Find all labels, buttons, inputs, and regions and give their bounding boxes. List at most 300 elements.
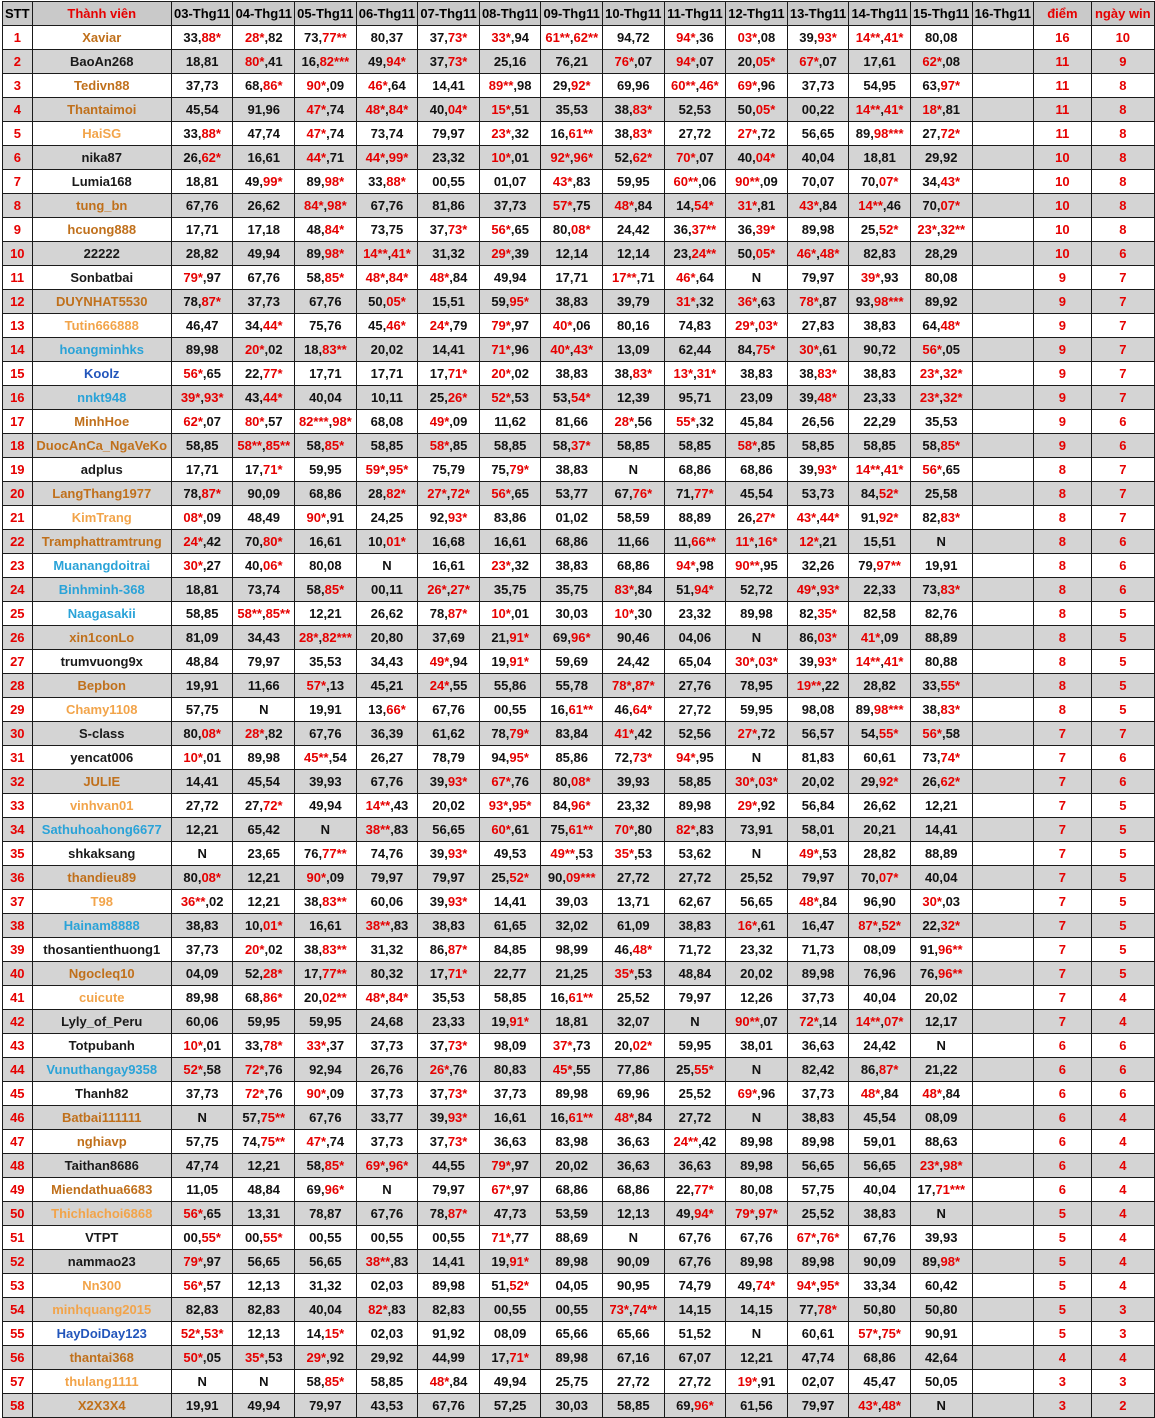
result-number: 83 — [699, 822, 714, 837]
result-number: 83** — [322, 342, 347, 357]
result-cell: 38,83 — [171, 914, 233, 938]
result-cell: 26,62 — [356, 602, 418, 626]
result-number: 02** — [322, 990, 347, 1005]
row-number: 25 — [3, 602, 33, 626]
result-number: 49* — [799, 846, 819, 861]
result-cell — [972, 26, 1034, 50]
result-number: 23 — [673, 246, 689, 261]
result-number: 98* — [324, 246, 345, 261]
result-cell — [972, 314, 1034, 338]
result-cell: 80*,41 — [233, 50, 295, 74]
result-number: 83 — [393, 822, 409, 837]
result-cell: 10,11 — [356, 386, 418, 410]
result-cell: 78,87* — [171, 482, 233, 506]
result-number: 33 — [368, 174, 383, 189]
result-cell: 65,42 — [233, 818, 295, 842]
result-cell: 69*,96 — [726, 74, 788, 98]
result-cell — [972, 410, 1034, 434]
wins-cell: 7 — [1091, 386, 1154, 410]
result-cell: 16,47 — [787, 914, 849, 938]
table-row — [3, 842, 1155, 866]
result-cell: 19,91 — [910, 554, 972, 578]
result-cell: 00,55* — [233, 1226, 295, 1250]
member-name: Totpubanh — [32, 1034, 171, 1058]
result-cell: 56*,58 — [910, 722, 972, 746]
result-number: 69 — [552, 630, 568, 645]
member-name: Vunuthangay9358 — [32, 1058, 171, 1082]
wins-cell: 7 — [1091, 458, 1154, 482]
result-cell: 14**,46 — [849, 194, 911, 218]
result-cell: 56,65 — [787, 122, 849, 146]
result-cell: 12,13 — [233, 1274, 295, 1298]
result-number: 98* — [940, 1254, 961, 1269]
member-name: Thanh82 — [32, 1082, 171, 1106]
result-cell: 16,68 — [418, 530, 480, 554]
result-cell: 35*,53 — [233, 1346, 295, 1370]
result-cell: 26,56 — [787, 410, 849, 434]
member-name: Bepbon — [32, 674, 171, 698]
result-cell: 94*,95* — [787, 1274, 849, 1298]
result-cell: 67,76 — [233, 266, 295, 290]
result-number: 04* — [755, 150, 776, 165]
result-cell: 59,69 — [541, 650, 603, 674]
result-number: 85* — [324, 1374, 345, 1389]
result-cell: 25,58 — [910, 482, 972, 506]
row-number: 34 — [3, 818, 33, 842]
result-cell: 82,83 — [849, 242, 911, 266]
result-cell: 88,63 — [910, 1130, 972, 1154]
result-number: 16 — [550, 1110, 565, 1125]
result-number: 43 — [393, 798, 409, 813]
points-cell: 7 — [1034, 962, 1091, 986]
result-number: 93* — [488, 798, 509, 813]
result-cell: 37,73 — [356, 1034, 418, 1058]
result-number: 77** — [322, 846, 347, 861]
result-cell: 36,63 — [787, 1034, 849, 1058]
result-cell: 25,52 — [787, 1202, 849, 1226]
result-cell: 71*,77 — [479, 1226, 541, 1250]
table-row — [3, 170, 1155, 194]
table-row — [3, 554, 1155, 578]
result-cell — [972, 938, 1034, 962]
result-number: 72* — [263, 798, 283, 813]
result-number: 08* — [571, 222, 591, 237]
result-number: 33 — [922, 678, 937, 693]
result-number: 91 — [860, 510, 876, 525]
result-cell: 35*,53 — [603, 962, 665, 986]
result-cell: 14**,07* — [849, 1010, 911, 1034]
result-cell: 37,73* — [418, 218, 480, 242]
result-number: 23* — [919, 1158, 940, 1173]
points-cell: 10 — [1034, 146, 1091, 170]
result-cell: 35,53 — [910, 410, 972, 434]
result-cell: N — [726, 1322, 788, 1346]
row-number: 30 — [3, 722, 33, 746]
result-cell: 23*,32** — [910, 218, 972, 242]
result-number: 89** — [488, 78, 514, 93]
result-cell: 54,55* — [849, 722, 911, 746]
result-cell: 20,02* — [603, 1034, 665, 1058]
result-cell: 34,43* — [910, 170, 972, 194]
result-cell: 56,57 — [787, 722, 849, 746]
result-number: 17** — [611, 270, 637, 285]
result-cell: 88,69 — [541, 1226, 603, 1250]
result-number: 29 — [552, 78, 568, 93]
result-number: 65 — [945, 462, 961, 477]
header-day: 09-Thg11 — [541, 2, 603, 26]
result-cell: 75,76 — [295, 314, 357, 338]
result-cell: 65,04 — [664, 650, 726, 674]
result-cell: 17,61 — [849, 50, 911, 74]
result-cell — [972, 170, 1034, 194]
result-number: 92* — [878, 774, 899, 789]
member-name: shkaksang — [32, 842, 171, 866]
result-cell: 37,73 — [479, 1082, 541, 1106]
result-cell: 31,32 — [418, 242, 480, 266]
result-cell: 48*,84* — [356, 98, 418, 122]
result-cell: 47*,74 — [295, 122, 357, 146]
result-number: 84* — [388, 270, 409, 285]
result-cell — [972, 1034, 1034, 1058]
result-number: 54 — [860, 726, 876, 741]
result-cell: 10,01* — [233, 914, 295, 938]
result-cell: 79*,97 — [171, 266, 233, 290]
result-number: 36** — [180, 894, 206, 909]
wins-cell: 6 — [1091, 242, 1154, 266]
result-cell: 45,21 — [356, 674, 418, 698]
result-number: 77** — [322, 966, 347, 981]
result-number: 30* — [922, 894, 942, 909]
result-cell: 67,76 — [171, 194, 233, 218]
result-number: 80 — [552, 222, 568, 237]
result-number: 94* — [676, 54, 696, 69]
result-cell: 67,76 — [664, 1250, 726, 1274]
wins-cell: 6 — [1091, 554, 1154, 578]
result-cell: 67,76 — [295, 1106, 357, 1130]
result-cell: 47,74 — [787, 1346, 849, 1370]
result-number: 81 — [945, 102, 961, 117]
result-cell: 52,28* — [233, 962, 295, 986]
result-cell: 49*,53 — [787, 842, 849, 866]
result-cell: 58,85 — [787, 434, 849, 458]
header-day: 16-Thg11 — [972, 2, 1034, 26]
result-number: 04* — [447, 102, 468, 117]
result-number: 85* — [940, 438, 961, 453]
result-number: 78 — [183, 294, 198, 309]
result-number: 41* — [614, 726, 635, 741]
result-number: 86 — [429, 942, 445, 957]
result-cell: 69,96 — [603, 1082, 665, 1106]
result-number: 06 — [701, 174, 717, 189]
points-cell: 8 — [1034, 506, 1091, 530]
header-day: 07-Thg11 — [418, 2, 480, 26]
points-cell: 5 — [1034, 1274, 1091, 1298]
row-number: 11 — [3, 266, 33, 290]
result-cell: 49,94 — [233, 1394, 295, 1418]
result-cell: 57,75 — [171, 1130, 233, 1154]
points-cell: 7 — [1034, 794, 1091, 818]
result-cell: 33,88* — [171, 26, 233, 50]
member-name: Hainam8888 — [32, 914, 171, 938]
result-number: 06 — [576, 318, 591, 333]
result-cell: 24*,79 — [418, 314, 480, 338]
result-number: 48* — [922, 1086, 942, 1101]
result-cell: 47*,74 — [295, 1130, 357, 1154]
result-cell: 90,09 — [233, 482, 295, 506]
result-cell — [972, 1250, 1034, 1274]
result-cell: 31,32 — [295, 1274, 357, 1298]
result-number: 16 — [301, 54, 316, 69]
result-cell: 52,62* — [603, 146, 665, 170]
result-number: 37 — [329, 1038, 345, 1053]
result-number: 98 — [699, 558, 714, 573]
result-cell: 01,02 — [541, 506, 603, 530]
result-cell: 56,65 — [726, 890, 788, 914]
result-cell — [972, 986, 1034, 1010]
result-number: 17 — [244, 462, 260, 477]
result-number: 57* — [858, 1326, 878, 1341]
result-number: 07* — [940, 198, 961, 213]
result-cell: 18,81 — [849, 146, 911, 170]
result-cell: 57,75 — [171, 698, 233, 722]
result-number: 21 — [822, 534, 837, 549]
result-number: 25 — [860, 222, 876, 237]
result-cell: 35,53 — [541, 98, 603, 122]
result-number: 33* — [306, 1038, 327, 1053]
result-cell: 90*,09 — [295, 1082, 357, 1106]
result-number: 84* — [304, 198, 324, 213]
result-number: 78* — [263, 1038, 283, 1053]
result-number: 58 — [306, 1158, 322, 1173]
result-cell: 24,42 — [603, 650, 665, 674]
header-day: 05-Thg11 — [295, 2, 357, 26]
result-cell: 58,85 — [171, 434, 233, 458]
header-day: 08-Thg11 — [479, 2, 541, 26]
result-cell: 55,86 — [479, 674, 541, 698]
result-number: 73 — [576, 1038, 591, 1053]
result-number: 55* — [201, 1230, 221, 1245]
result-number: 05* — [755, 246, 776, 261]
member-name: T98 — [32, 890, 171, 914]
result-number: 43 — [244, 390, 260, 405]
result-cell: 27,72 — [603, 866, 665, 890]
header-day: 11-Thg11 — [664, 2, 726, 26]
result-number: 64* — [632, 702, 653, 717]
result-cell: 83,86 — [479, 506, 541, 530]
result-number: 50* — [183, 1350, 203, 1365]
result-cell: 67,76 — [418, 698, 480, 722]
result-cell: 10*,01 — [171, 746, 233, 770]
wins-cell: 6 — [1091, 1082, 1154, 1106]
leaderboard-table — [2, 1, 1155, 1418]
result-number: 14** — [858, 198, 883, 213]
result-cell: 80,16 — [603, 314, 665, 338]
result-cell — [972, 914, 1034, 938]
result-number: 26* — [447, 390, 468, 405]
result-number: 14** — [855, 462, 881, 477]
result-number: 39 — [429, 894, 445, 909]
result-number: 07* — [878, 870, 899, 885]
result-number: 84 — [860, 486, 876, 501]
result-cell: 79,97 — [356, 866, 418, 890]
result-cell: 80,08 — [910, 26, 972, 50]
result-cell: N — [295, 818, 357, 842]
table-row — [3, 746, 1155, 770]
result-cell — [972, 1346, 1034, 1370]
result-cell: 46,48* — [603, 938, 665, 962]
result-number: 90** — [735, 558, 760, 573]
result-cell: N — [233, 1370, 295, 1394]
result-number: 48* — [817, 390, 837, 405]
result-cell: 28,29 — [910, 242, 972, 266]
result-number: 83* — [614, 582, 635, 597]
result-cell: 57*,75 — [541, 194, 603, 218]
result-number: 33 — [244, 1038, 260, 1053]
points-cell: 9 — [1034, 290, 1091, 314]
result-number: 47* — [306, 1134, 327, 1149]
row-number: 14 — [3, 338, 33, 362]
result-number: 89 — [922, 1254, 937, 1269]
result-cell: 22,33 — [849, 578, 911, 602]
result-cell: 70,07* — [910, 194, 972, 218]
result-number: 51 — [491, 1278, 506, 1293]
result-cell — [972, 602, 1034, 626]
result-number: 97* — [940, 78, 961, 93]
points-cell: 8 — [1034, 458, 1091, 482]
wins-cell: 5 — [1091, 602, 1154, 626]
result-number: 16 — [550, 990, 565, 1005]
result-number: 79* — [509, 726, 529, 741]
result-cell: 61,65 — [479, 914, 541, 938]
result-number: 30* — [735, 774, 755, 789]
result-cell: 72*,76 — [233, 1082, 295, 1106]
result-cell: 37,73 — [787, 74, 849, 98]
result-number: 70* — [676, 150, 696, 165]
table-row — [3, 74, 1155, 98]
result-cell: 48,84* — [295, 218, 357, 242]
result-number: 19* — [737, 1374, 758, 1389]
result-number: 76* — [632, 486, 653, 501]
result-cell: 33,88* — [356, 170, 418, 194]
row-number: 38 — [3, 914, 33, 938]
result-cell: 89,98 — [541, 1082, 603, 1106]
result-cell: 27*,72 — [726, 722, 788, 746]
result-cell: 20*,02 — [479, 362, 541, 386]
result-number: 53 — [637, 966, 653, 981]
table-row — [3, 1178, 1155, 1202]
result-cell: 64,48* — [910, 314, 972, 338]
result-cell: 78,79* — [479, 722, 541, 746]
result-cell: 27,83 — [787, 314, 849, 338]
result-number: 87 — [822, 294, 837, 309]
result-cell: 19,91* — [479, 1250, 541, 1274]
result-number: 72* — [799, 1014, 819, 1029]
result-cell: 91,96** — [910, 938, 972, 962]
result-cell: 39,93 — [603, 770, 665, 794]
result-number: 71* — [509, 1350, 529, 1365]
result-number: 95 — [763, 558, 778, 573]
points-cell: 7 — [1034, 842, 1091, 866]
wins-cell: 8 — [1091, 194, 1154, 218]
result-cell — [972, 1106, 1034, 1130]
result-cell: 26,76 — [356, 1058, 418, 1082]
result-cell: 04,06 — [664, 626, 726, 650]
wins-cell: 4 — [1091, 1226, 1154, 1250]
result-cell: 49,74* — [726, 1274, 788, 1298]
result-number: 98* — [327, 198, 347, 213]
result-number: 71* — [447, 966, 468, 981]
result-number: 42 — [637, 726, 653, 741]
result-number: 65 — [514, 222, 529, 237]
result-number: 09 — [329, 1086, 345, 1101]
result-cell: 89,98 — [541, 1250, 603, 1274]
result-number: 43* — [573, 342, 594, 357]
table-row — [3, 650, 1155, 674]
result-number: 91 — [329, 510, 345, 525]
result-cell: 61**,62** — [541, 26, 603, 50]
result-cell: 84,96* — [541, 794, 603, 818]
result-cell: 82,35* — [787, 602, 849, 626]
result-number: 79* — [509, 462, 529, 477]
result-cell: 24*,42 — [171, 530, 233, 554]
result-cell: 28*,56 — [603, 410, 665, 434]
result-cell — [972, 1082, 1034, 1106]
result-number: 40 — [244, 558, 260, 573]
table-row — [3, 1370, 1155, 1394]
result-number: 20* — [244, 942, 265, 957]
member-name: Batbai111111 — [32, 1106, 171, 1130]
result-number: 95* — [509, 294, 529, 309]
result-cell: 87*,52* — [849, 914, 911, 938]
result-number: 83** — [322, 942, 347, 957]
result-number: 38** — [365, 1254, 391, 1269]
result-number: 58 — [306, 438, 322, 453]
result-number: 65 — [206, 366, 221, 381]
result-cell — [972, 674, 1034, 698]
points-cell: 5 — [1034, 1226, 1091, 1250]
result-cell: 79*,97 — [171, 1250, 233, 1274]
result-number: 48* — [429, 1374, 450, 1389]
result-cell: 68,86 — [295, 482, 357, 506]
result-cell — [972, 578, 1034, 602]
result-cell: 46,47 — [171, 314, 233, 338]
wins-cell: 5 — [1091, 626, 1154, 650]
result-cell: 34,43 — [356, 650, 418, 674]
member-name: HayDoiDay123 — [32, 1322, 171, 1346]
member-name: HaiSG — [32, 122, 171, 146]
result-number: 96* — [571, 798, 591, 813]
result-number: 38 — [614, 366, 629, 381]
result-number: 94* — [676, 30, 696, 45]
result-number: 71* — [491, 342, 511, 357]
result-cell: 73,77** — [295, 26, 357, 50]
result-cell: 81,09 — [171, 626, 233, 650]
member-name: Lumia168 — [32, 170, 171, 194]
result-number: 52* — [878, 486, 899, 501]
result-cell: 29,92* — [849, 770, 911, 794]
result-cell — [972, 1178, 1034, 1202]
result-cell: 80,08 — [910, 266, 972, 290]
result-number: 09 — [763, 174, 778, 189]
result-number: 93* — [447, 846, 468, 861]
result-cell: 89,98 — [787, 1130, 849, 1154]
result-number: 20 — [614, 1038, 629, 1053]
result-number: 94* — [694, 1206, 714, 1221]
result-number: 48* — [819, 246, 840, 261]
result-number: 84 — [822, 894, 837, 909]
result-number: 43* — [940, 174, 961, 189]
result-cell: 57*,75* — [849, 1322, 911, 1346]
